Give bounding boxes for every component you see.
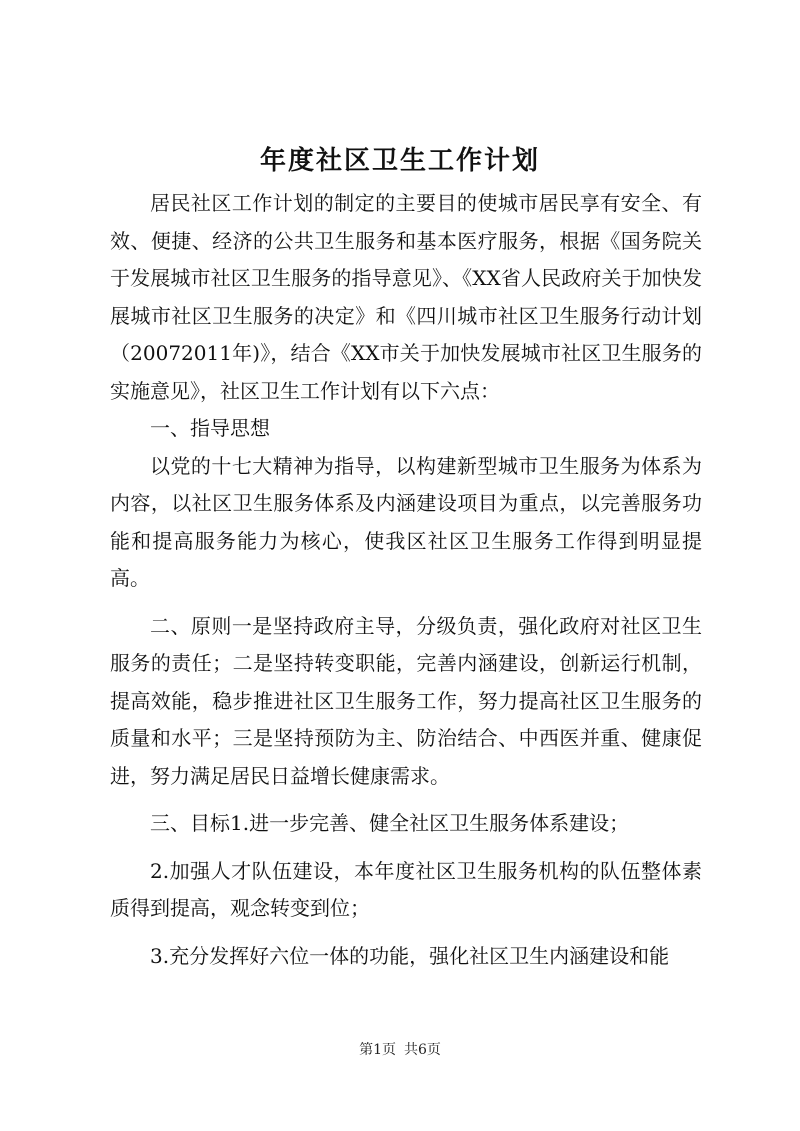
paragraph-gap: [110, 795, 702, 805]
paragraph-goals: 三、目标1.进一步完善、健全社区卫生服务体系建设；: [150, 811, 630, 835]
paragraph-gap: [110, 928, 702, 938]
paragraph-gap: [110, 598, 702, 608]
paragraph-goal-3: 3.充分发挥好六位一体的功能，强化社区卫生内涵建设和能: [150, 943, 670, 968]
paragraph-intro: 居民社区工作计划的制定的主要目的使城市居民享有安全、有效、便捷、经济的公共卫生服务和基本医疗服务，根据《国务院关于发展城市社区卫生服务的指导意见》、《XX省人民政府关于加快发展城市社区卫生服务的决定》和《四川城市社区卫生服务行动计划（20072011年)》，结合《XX市关于加快发展城市社区卫生服务的实施意见》，社区卫生工作计划有以下六点：: [110, 191, 702, 403]
page-footer: [0, 1040, 800, 1060]
paragraph-principles: 二、原则一是坚持政府主导，分级负责，强化政府对社区卫生服务的责任；二是坚持转变职能，完善内涵建设，创新运行机制，提高效能，稳步推进社区卫生服务工作，努力提高社区卫生服务的质量和水平；三是坚持预防为主、防治结合、中西医并重、健康促进，努力满足居民日益增长健康需求。: [110, 613, 702, 788]
paragraph-goal-2: 2.加强人才队伍建设，本年度社区卫生服务机构的队伍整体素质得到提高，观念转变到位；: [110, 858, 702, 920]
paragraph-guiding-ideology: 以党的十七大精神为指导，以构建新型城市卫生服务为体系为内容，以社区卫生服务体系及内涵建设项目为重点，以完善服务功能和提高服务能力为核心，使我区社区卫生服务工作得到明显提高。: [110, 453, 702, 590]
paragraph-gap: [110, 843, 702, 853]
page-number-current: 第1页: [359, 1042, 396, 1058]
paragraph-heading-guiding-ideology: 一、指导思想: [150, 416, 270, 440]
document-title: 年度社区卫生工作计划: [259, 146, 540, 176]
document-body: [110, 185, 702, 975]
page-number-total: 共6页: [404, 1042, 441, 1058]
